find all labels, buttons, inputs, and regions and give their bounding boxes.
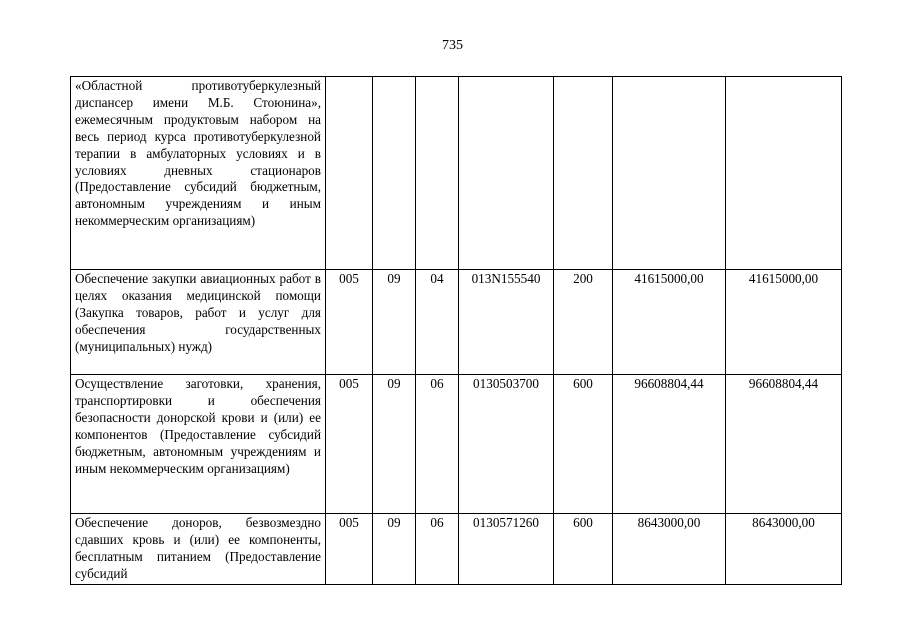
table-row: [71, 514, 842, 585]
expense-type-cell: 200: [554, 270, 613, 375]
ministry-code-cell: [326, 77, 373, 270]
table-row: [71, 270, 842, 375]
expense-type-cell: [554, 77, 613, 270]
table-row: [71, 77, 842, 270]
ministry-code-cell: 005: [326, 270, 373, 375]
amount-cell-2: 96608804,44: [726, 375, 842, 514]
section-code-cell: 09: [373, 270, 416, 375]
expense-type-cell: 600: [554, 375, 613, 514]
expense-name-cell: «Областной противотуберкулезный диспансер имени М.Б. Стоюнина», ежемесячным продуктовым набором на весь период курса противотуберкулезной терапии в амбулаторных условиях и в условиях дневных стационаров (Предоставление субсидий бюджетным, автономным учреждениям и иным некоммерческим организациям): [71, 77, 326, 270]
expense-name-cell: Обеспечение доноров, безвозмездно сдавших кровь и (или) ее компоненты, бесплатным питанием (Предоставление субсидий: [71, 514, 326, 585]
amount-cell-1: 8643000,00: [613, 514, 726, 585]
budget-table: [70, 76, 842, 585]
table-row: [71, 375, 842, 514]
target-article-cell: 0130571260: [459, 514, 554, 585]
amount-cell-2: 8643000,00: [726, 514, 842, 585]
subsection-code-cell: [416, 77, 459, 270]
subsection-code-cell: 04: [416, 270, 459, 375]
section-code-cell: [373, 77, 416, 270]
expense-name-cell: Обеспечение закупки авиационных работ в целях оказания медицинской помощи (Закупка товаров, работ и услуг для обеспечения государственных (муниципальных) нужд): [71, 270, 326, 375]
amount-cell-1: [613, 77, 726, 270]
target-article-cell: [459, 77, 554, 270]
subsection-code-cell: 06: [416, 514, 459, 585]
page-number: 735: [442, 38, 463, 53]
expense-name-cell: Осуществление заготовки, хранения, транспортировки и обеспечения безопасности донорской крови и (или) ее компонентов (Предоставление субсидий бюджетным, автономным учреждениям и иным некоммерческим организациям): [71, 375, 326, 514]
expense-type-cell: 600: [554, 514, 613, 585]
ministry-code-cell: 005: [326, 514, 373, 585]
amount-cell-1: 41615000,00: [613, 270, 726, 375]
amount-cell-2: [726, 77, 842, 270]
section-code-cell: 09: [373, 514, 416, 585]
target-article-cell: 013N155540: [459, 270, 554, 375]
target-article-cell: 0130503700: [459, 375, 554, 514]
subsection-code-cell: 06: [416, 375, 459, 514]
amount-cell-2: 41615000,00: [726, 270, 842, 375]
ministry-code-cell: 005: [326, 375, 373, 514]
amount-cell-1: 96608804,44: [613, 375, 726, 514]
section-code-cell: 09: [373, 375, 416, 514]
